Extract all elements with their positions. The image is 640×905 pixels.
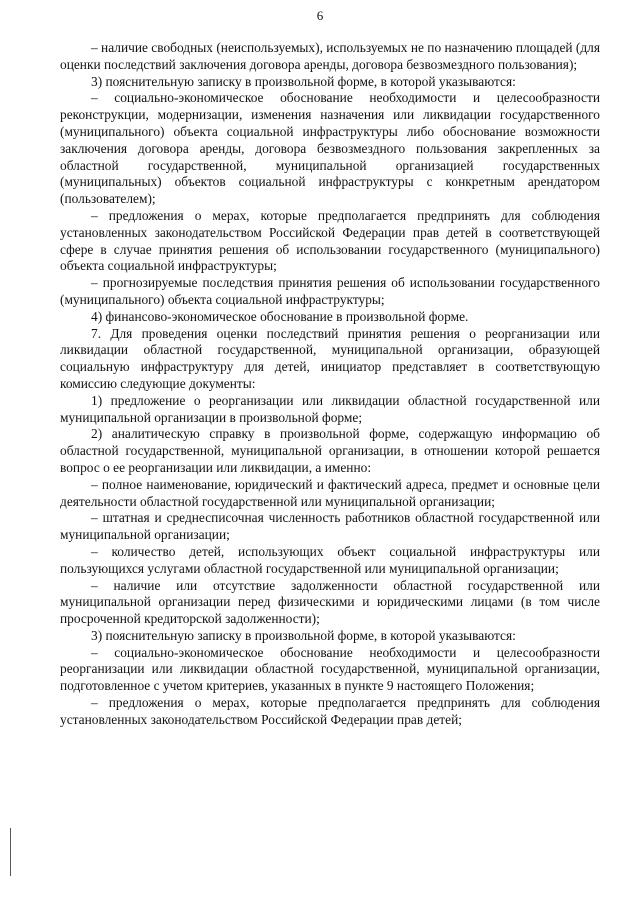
paragraph-children-count: – количество детей, использующих объект социальной инфраструктуры или пользующихся услугами областной государственной или муниципальной организации; bbox=[60, 543, 600, 576]
paragraph-explanatory-note-heading: 3) пояснительную записку в произвольной форме, в которой указываются: bbox=[91, 73, 516, 89]
paragraph-financial-justification: 4) финансово-экономическое обоснование в произвольной форме. bbox=[91, 308, 469, 324]
document-body bbox=[60, 40, 600, 729]
page-number: 6 bbox=[316, 8, 324, 23]
paragraph-reorganization-proposal: 1) предложение о реорганизации или ликвидации областной государственной или муниципальной организации в произвольной форме; bbox=[60, 392, 600, 425]
scan-margin-line bbox=[10, 828, 11, 876]
paragraph-analytical-note: 2) аналитическую справку в произвольной форме, содержащую информацию об областной государственной, муниципальной организации, в отношении которой решается вопрос о ее реорганизации или ликвидации, а именно: bbox=[60, 426, 600, 475]
paragraph-forecast-consequences: – прогнозируемые последствия принятия решения об использовании государственного (муниципального) объекта социальной инфраструктуры; bbox=[60, 275, 600, 307]
paragraph-children-rights-measures: – предложения о мерах, которые предполагается предпринять для соблюдения установленных законодательством Российской Федерации прав детей в соответствующей сфере в случае принятия решения об использовании государственного (муниципального) объекта социальной инфраструктуры; bbox=[60, 207, 600, 274]
paragraph-explanatory-note-heading-2: 3) пояснительную записку в произвольной форме, в которой указываются: bbox=[91, 627, 516, 643]
paragraph-staff-count: – штатная и среднесписочная численность работников областной государственной или муниципальной организации; bbox=[60, 510, 600, 543]
paragraph-reorganization-justification: – социально-экономическое обоснование необходимости и целесообразности реорганизации или ликвидации областной государственной, муниципальной организации, подготовленное с учетом критериев, указанных в пункте 9 настоящего Положения; bbox=[60, 644, 600, 694]
paragraph-unused-areas: – наличие свободных (неиспользуемых), используемых не по назначению площадей (для оценки последствий заключения договора аренды, договора безвозмездного пользования); bbox=[60, 40, 601, 72]
paragraph-socioeconomic-justification: – социально-экономическое обоснование необходимости и целесообразности реконструкции, модернизации, изменения назначения или ликвидации государственного (муниципального) объекта социальной инфраструктуры либо обоснование возможности заключения договора аренды, договора безвозмездного пользования закрепленных за областной государственной, муниципальной организацией государственных (муниципальных) объектов социальной инфраструктуры с конкретным арендатором (пользователем); bbox=[60, 90, 600, 207]
paragraph-debt-status: – наличие или отсутствие задолженности областной государственной или муниципальной организации перед физическими и юридическими лицами (в том числе просроченной кредиторской задолженности); bbox=[60, 577, 600, 627]
paragraph-section-7: 7. Для проведения оценки последствий принятия решения о реорганизации или ликвидации областной государственной, муниципальной организации, образующей социальную инфраструктуру для детей, инициатор представляет в соответствующую комиссию следующие документы: bbox=[60, 325, 600, 391]
paragraph-full-name-addresses: – полное наименование, юридический и фактический адреса, предмет и основные цели деятельности областной государственной или муниципальной организации; bbox=[60, 476, 600, 509]
paragraph-children-rights-measures-2: – предложения о мерах, которые предполагается предпринять для соблюдения установленных законодательством Российской Федерации прав детей; bbox=[60, 695, 600, 727]
